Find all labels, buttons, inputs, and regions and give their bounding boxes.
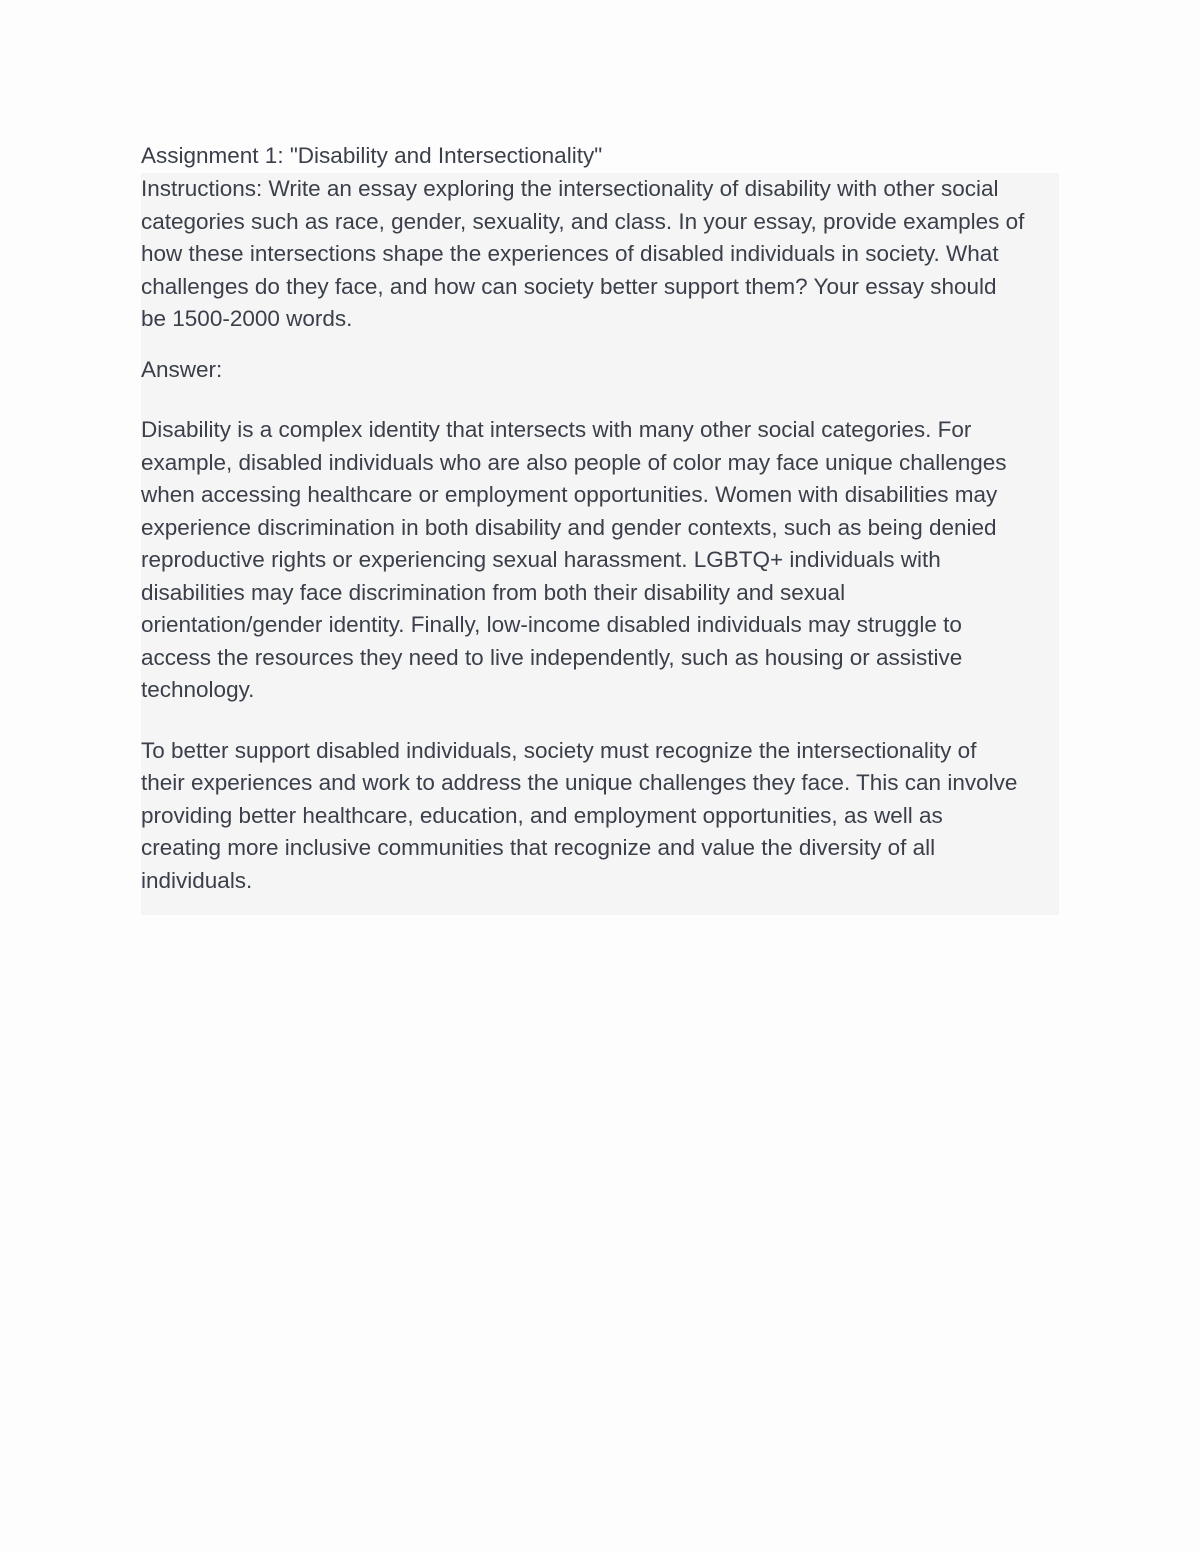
paragraph-line: providing better healthcare, education, and employment opportunities, as well as [141, 802, 943, 828]
answer-paragraph-1 [141, 414, 1059, 707]
content-block [141, 173, 1059, 915]
paragraph-line: creating more inclusive communities that recognize and value the diversity of all [141, 835, 936, 860]
paragraph-line: To better support disabled individuals, society must recognize the intersectionality of [141, 737, 977, 763]
paragraph-line: individuals. [141, 867, 253, 893]
paragraph-line: their experiences and work to address the unique challenges they face. This can involve [141, 770, 1018, 795]
instructions-paragraph [141, 173, 1059, 336]
instructions-line: be 1500-2000 words. [141, 306, 353, 331]
paragraph-line: reproductive rights or experiencing sexual harassment. LGBTQ+ individuals with [141, 547, 941, 572]
paragraph-line: experience discrimination in both disability and gender contexts, such as being denied [141, 514, 997, 540]
paragraph-line: Disability is a complex identity that intersects with many other social categories. For [141, 417, 972, 442]
instructions-line: Instructions: Write an essay exploring the intersectionality of disability with other social [141, 176, 999, 201]
instructions-line: categories such as race, gender, sexuality, and class. In your essay, provide examples of [141, 208, 1025, 234]
answer-paragraph-2 [141, 735, 1059, 898]
assignment-title: Assignment 1: "Disability and Intersectionality" [141, 143, 603, 168]
paragraph-line: technology. [141, 677, 255, 702]
paragraph-line: when accessing healthcare or employment opportunities. Women with disabilities may [141, 482, 998, 507]
paragraph-line: example, disabled individuals who are also people of color may face unique challenges [141, 449, 1007, 475]
instructions-line: how these intersections shape the experiences of disabled individuals in society. What [141, 241, 999, 266]
paragraph-line: orientation/gender identity. Finally, low-income disabled individuals may struggle to [141, 612, 962, 637]
instructions-line: challenges do they face, and how can society better support them? Your essay should [141, 273, 997, 299]
answer-label: Answer: [141, 356, 223, 382]
document-text [141, 173, 1059, 897]
paragraph-line: disabilities may face discrimination from both their disability and sexual [141, 579, 846, 605]
paragraph-line: access the resources they need to live independently, such as housing or assistive [141, 644, 963, 670]
